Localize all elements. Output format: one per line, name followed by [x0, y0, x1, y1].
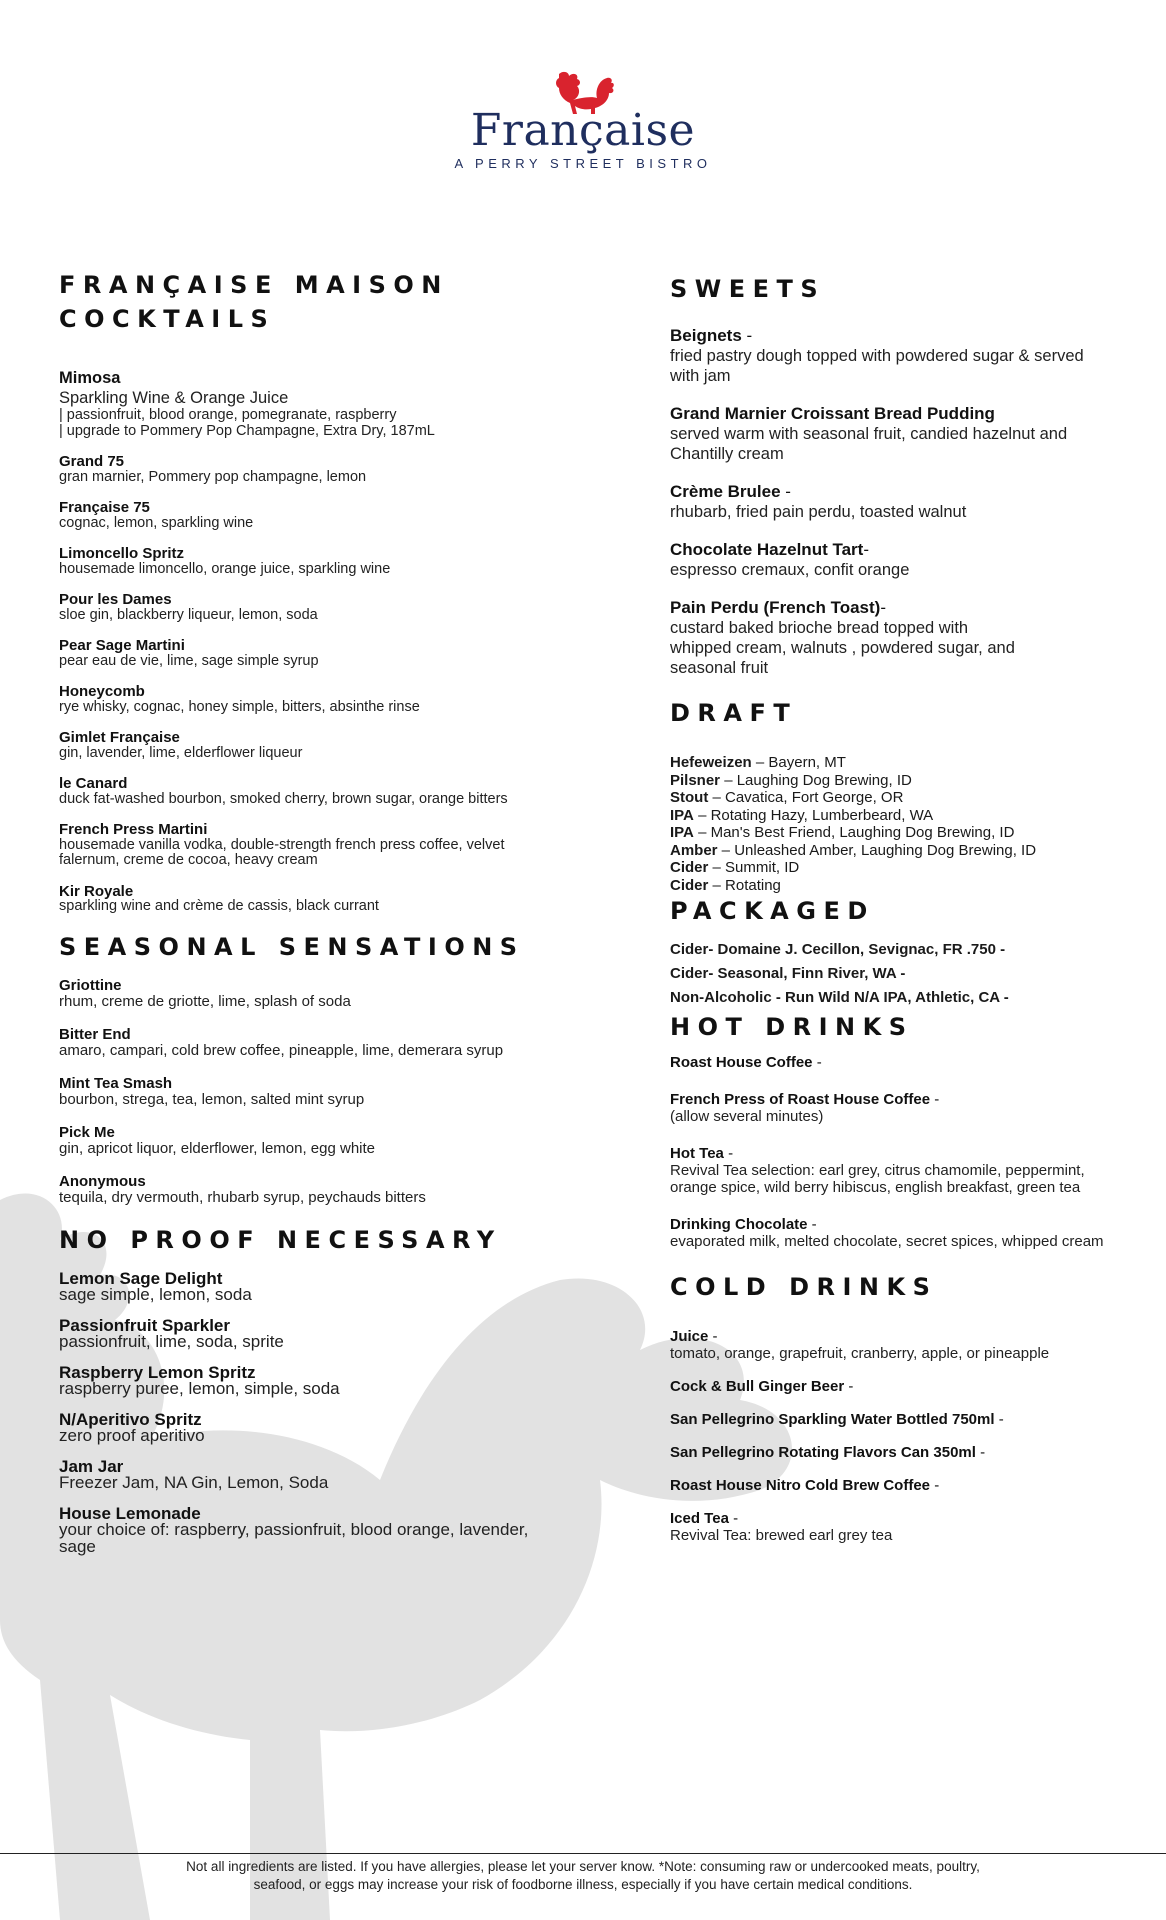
item-name: Pick Me	[59, 1123, 115, 1141]
item-name: Juice -	[670, 1328, 718, 1345]
list-item: Non-Alcoholic - Run Wild N/A IPA, Athletic, CA -	[670, 989, 1009, 1006]
item-desc: pear eau de vie, lime, sage simple syrup	[59, 652, 319, 669]
menu-item	[670, 1510, 1110, 1544]
item-name: French Press Martini	[59, 821, 208, 838]
item-name: Roast House Nitro Cold Brew Coffee -	[670, 1477, 940, 1494]
item-name: Anonymous	[59, 1172, 146, 1190]
list-item: Cider- Domaine J. Cecillon, Sevignac, FR .750 -	[670, 941, 1006, 958]
menu-item	[59, 1268, 559, 1304]
item-desc: gin, lavender, lime, elderflower liqueur	[59, 744, 303, 761]
item-desc: housemade vanilla vodka, double-strength french press coffee, velvet falernum, creme de cocoa, heavy cream	[59, 836, 505, 868]
right-column	[670, 272, 1110, 1560]
item-desc: sparkling wine and crème de cassis, black currant	[59, 898, 379, 914]
item-name: N/Aperitivo Spritz	[59, 1409, 202, 1429]
item-name: Bitter End	[59, 1025, 131, 1043]
item-name: Pain Perdu (French Toast)-	[670, 598, 886, 617]
menu-item	[59, 776, 559, 807]
item-desc: fried pastry dough topped with powdered sugar & served with jam	[670, 347, 1084, 385]
item-sub: | upgrade to Pommery Pop Champagne, Extra Dry, 187mL	[59, 422, 435, 439]
menu-item	[59, 978, 559, 1011]
disclaimer-line: Not all ingredients are listed. If you have allergies, please let your server know. *Note: consuming raw or undercooked meats, poultry,	[186, 1859, 980, 1874]
item-name: Grand 75	[59, 453, 125, 470]
list-item: Amber – Unleashed Amber, Laughing Dog Brewing, ID	[670, 841, 1037, 859]
list-item: Cider – Summit, ID	[670, 859, 800, 876]
disclaimer-line: seafood, or eggs may increase your risk of foodborne illness, especially if you have certain medical conditions.	[253, 1877, 913, 1892]
item-name: Beignets -	[670, 326, 753, 345]
menu-item	[670, 1378, 1110, 1395]
item-desc: rhum, creme de griotte, lime, splash of soda	[59, 993, 351, 1010]
menu-item	[670, 1054, 1110, 1071]
item-name: Lemon Sage Delight	[59, 1268, 223, 1288]
menu-item	[59, 1315, 559, 1351]
noproof-list	[59, 1268, 559, 1556]
cocktails-list	[59, 368, 559, 915]
menu-item	[670, 1411, 1110, 1428]
menu-item	[670, 1444, 1110, 1461]
brand-name: Française	[470, 105, 696, 156]
item-name: Roast House Coffee -	[670, 1054, 822, 1071]
item-desc: amaro, campari, cold brew coffee, pineapple, lime, demerara syrup	[59, 1042, 504, 1059]
menu-item	[59, 1125, 559, 1158]
menu-item	[670, 1091, 1110, 1125]
left-column	[59, 268, 559, 1569]
item-name: Française 75	[59, 499, 150, 516]
item-name: French Press of Roast House Coffee -	[670, 1091, 940, 1108]
item-desc: Sparkling Wine & Orange Juice	[59, 389, 289, 407]
item-desc: Revival Tea selection: earl grey, citrus chamomile, peppermint, orange spice, wild berry hibiscus, english breakfast, green tea	[670, 1162, 1085, 1196]
item-desc: zero proof aperitivo	[59, 1426, 205, 1445]
menu-item	[59, 368, 559, 439]
sweets-list	[670, 326, 1110, 678]
item-name: Jam Jar	[59, 1456, 124, 1476]
menu-item	[670, 482, 1110, 522]
item-desc: custard baked brioche bread topped with whipped cream, walnuts , powdered sugar, and seasonal fruit	[670, 619, 1015, 677]
menu-item	[670, 404, 1110, 464]
item-name: House Lemonade	[59, 1503, 201, 1523]
menu-item	[670, 1145, 1110, 1196]
item-desc: Revival Tea: brewed earl grey tea	[670, 1527, 893, 1544]
section-title-seasonal: SEASONAL SENSATIONS	[59, 932, 525, 961]
item-desc: duck fat-washed bourbon, smoked cherry, brown sugar, orange bitters	[59, 790, 508, 807]
footer-divider	[0, 1853, 1166, 1854]
item-name: Raspberry Lemon Spritz	[59, 1362, 256, 1382]
section-title-hot-drinks: HOT DRINKS	[670, 1013, 914, 1041]
item-name: Mimosa	[59, 369, 121, 387]
item-name: Cock & Bull Ginger Beer -	[670, 1378, 854, 1395]
menu-item	[59, 684, 559, 715]
brand-tagline: A PERRY STREET BISTRO	[454, 156, 712, 171]
cold-drinks-list	[670, 1328, 1110, 1544]
item-desc: evaporated milk, melted chocolate, secret spices, whipped cream	[670, 1233, 1104, 1250]
hot-drinks-list	[670, 1054, 1110, 1250]
item-desc: housemade limoncello, orange juice, sparkling wine	[59, 560, 391, 577]
brand-logo	[0, 68, 1166, 171]
menu-item	[670, 540, 1110, 580]
menu-item	[59, 730, 559, 761]
item-name: Crème Brulee -	[670, 482, 791, 501]
item-desc: rhubarb, fried pain perdu, toasted walnut	[670, 503, 967, 521]
section-title-packaged: PACKAGED	[670, 897, 875, 925]
list-item: Cider – Rotating	[670, 876, 781, 894]
item-desc: bourbon, strega, tea, lemon, salted mint syrup	[59, 1091, 365, 1108]
item-name: Pear Sage Martini	[59, 637, 185, 654]
item-name: Pour les Dames	[59, 591, 172, 608]
item-desc: tequila, dry vermouth, rhubarb syrup, peychauds bitters	[59, 1189, 426, 1206]
item-name: Limoncello Spritz	[59, 545, 185, 562]
menu-item	[670, 326, 1110, 386]
list-item: IPA – Rotating Hazy, Lumberbeard, WA	[670, 806, 934, 824]
draft-list	[670, 754, 1110, 894]
menu-item	[59, 1456, 559, 1492]
menu-item	[59, 546, 559, 577]
menu-item	[59, 884, 559, 915]
menu-item	[59, 1027, 559, 1060]
menu-item	[59, 1076, 559, 1109]
item-name: Iced Tea -	[670, 1510, 739, 1527]
allergy-disclaimer	[100, 1858, 1066, 1894]
item-name: Mint Tea Smash	[59, 1074, 173, 1092]
item-desc: (allow several minutes)	[670, 1108, 824, 1125]
item-desc: espresso cremaux, confit orange	[670, 561, 910, 579]
section-title-sweets: SWEETS	[670, 275, 826, 303]
item-name: Chocolate Hazelnut Tart-	[670, 540, 869, 559]
section-title-noproof: NO PROOF NECESSARY	[59, 1225, 502, 1254]
item-name: Hot Tea -	[670, 1145, 734, 1162]
item-name: Gimlet Française	[59, 729, 180, 746]
item-desc: raspberry puree, lemon, simple, soda	[59, 1379, 340, 1398]
packaged-list	[670, 938, 1110, 1010]
list-item: Cider- Seasonal, Finn River, WA -	[670, 965, 906, 982]
item-desc: cognac, lemon, sparkling wine	[59, 514, 254, 531]
menu-item	[59, 638, 559, 669]
item-name: Grand Marnier Croissant Bread Pudding	[670, 404, 995, 423]
item-name: Griottine	[59, 976, 122, 994]
item-desc: tomato, orange, grapefruit, cranberry, apple, or pineapple	[670, 1345, 1050, 1362]
menu-item	[670, 1477, 1110, 1494]
item-name: Passionfruit Sparkler	[59, 1315, 231, 1335]
menu-item	[59, 500, 559, 531]
item-desc: sage simple, lemon, soda	[59, 1285, 252, 1304]
list-item: Stout – Cavatica, Fort George, OR	[670, 789, 904, 806]
item-name: le Canard	[59, 775, 128, 792]
menu-item	[59, 592, 559, 623]
section-title-cocktails: FRANÇAISE MAISON COCKTAILS	[59, 271, 449, 333]
item-desc: sloe gin, blackberry liqueur, lemon, soda	[59, 606, 318, 623]
section-title-cold-drinks: COLD DRINKS	[670, 1273, 938, 1301]
menu-item	[59, 1409, 559, 1445]
item-sub: | passionfruit, blood orange, pomegranate, raspberry	[59, 407, 397, 423]
menu-item	[670, 1328, 1110, 1362]
menu-item	[670, 598, 1110, 678]
list-item: Pilsner – Laughing Dog Brewing, ID	[670, 771, 912, 789]
item-desc: Freezer Jam, NA Gin, Lemon, Soda	[59, 1473, 329, 1492]
item-name: Drinking Chocolate -	[670, 1216, 817, 1233]
item-desc: served warm with seasonal fruit, candied hazelnut and Chantilly cream	[670, 425, 1068, 463]
item-name: Kir Royale	[59, 882, 134, 900]
menu-item	[59, 1174, 559, 1207]
item-desc: rye whisky, cognac, honey simple, bitters, absinthe rinse	[59, 698, 420, 715]
item-name: Honeycomb	[59, 683, 145, 700]
item-desc: gran marnier, Pommery pop champagne, lemon	[59, 468, 367, 485]
list-item: IPA – Man's Best Friend, Laughing Dog Brewing, ID	[670, 824, 1015, 841]
menu-item	[59, 822, 559, 869]
item-name: San Pellegrino Sparkling Water Bottled 750ml -	[670, 1411, 1004, 1428]
menu-item	[59, 1362, 559, 1398]
item-desc: passionfruit, lime, soda, sprite	[59, 1332, 284, 1351]
item-name: San Pellegrino Rotating Flavors Can 350ml -	[670, 1444, 986, 1461]
seasonal-list	[59, 978, 559, 1207]
menu-item	[59, 1503, 559, 1556]
menu-item	[59, 454, 559, 485]
menu-item	[670, 1216, 1110, 1250]
item-desc: your choice of: raspberry, passionfruit, blood orange, lavender, sage	[59, 1520, 529, 1556]
item-desc: gin, apricot liquor, elderflower, lemon, egg white	[59, 1140, 376, 1157]
section-title-draft: DRAFT	[670, 699, 798, 727]
list-item: Hefeweizen – Bayern, MT	[670, 754, 846, 771]
